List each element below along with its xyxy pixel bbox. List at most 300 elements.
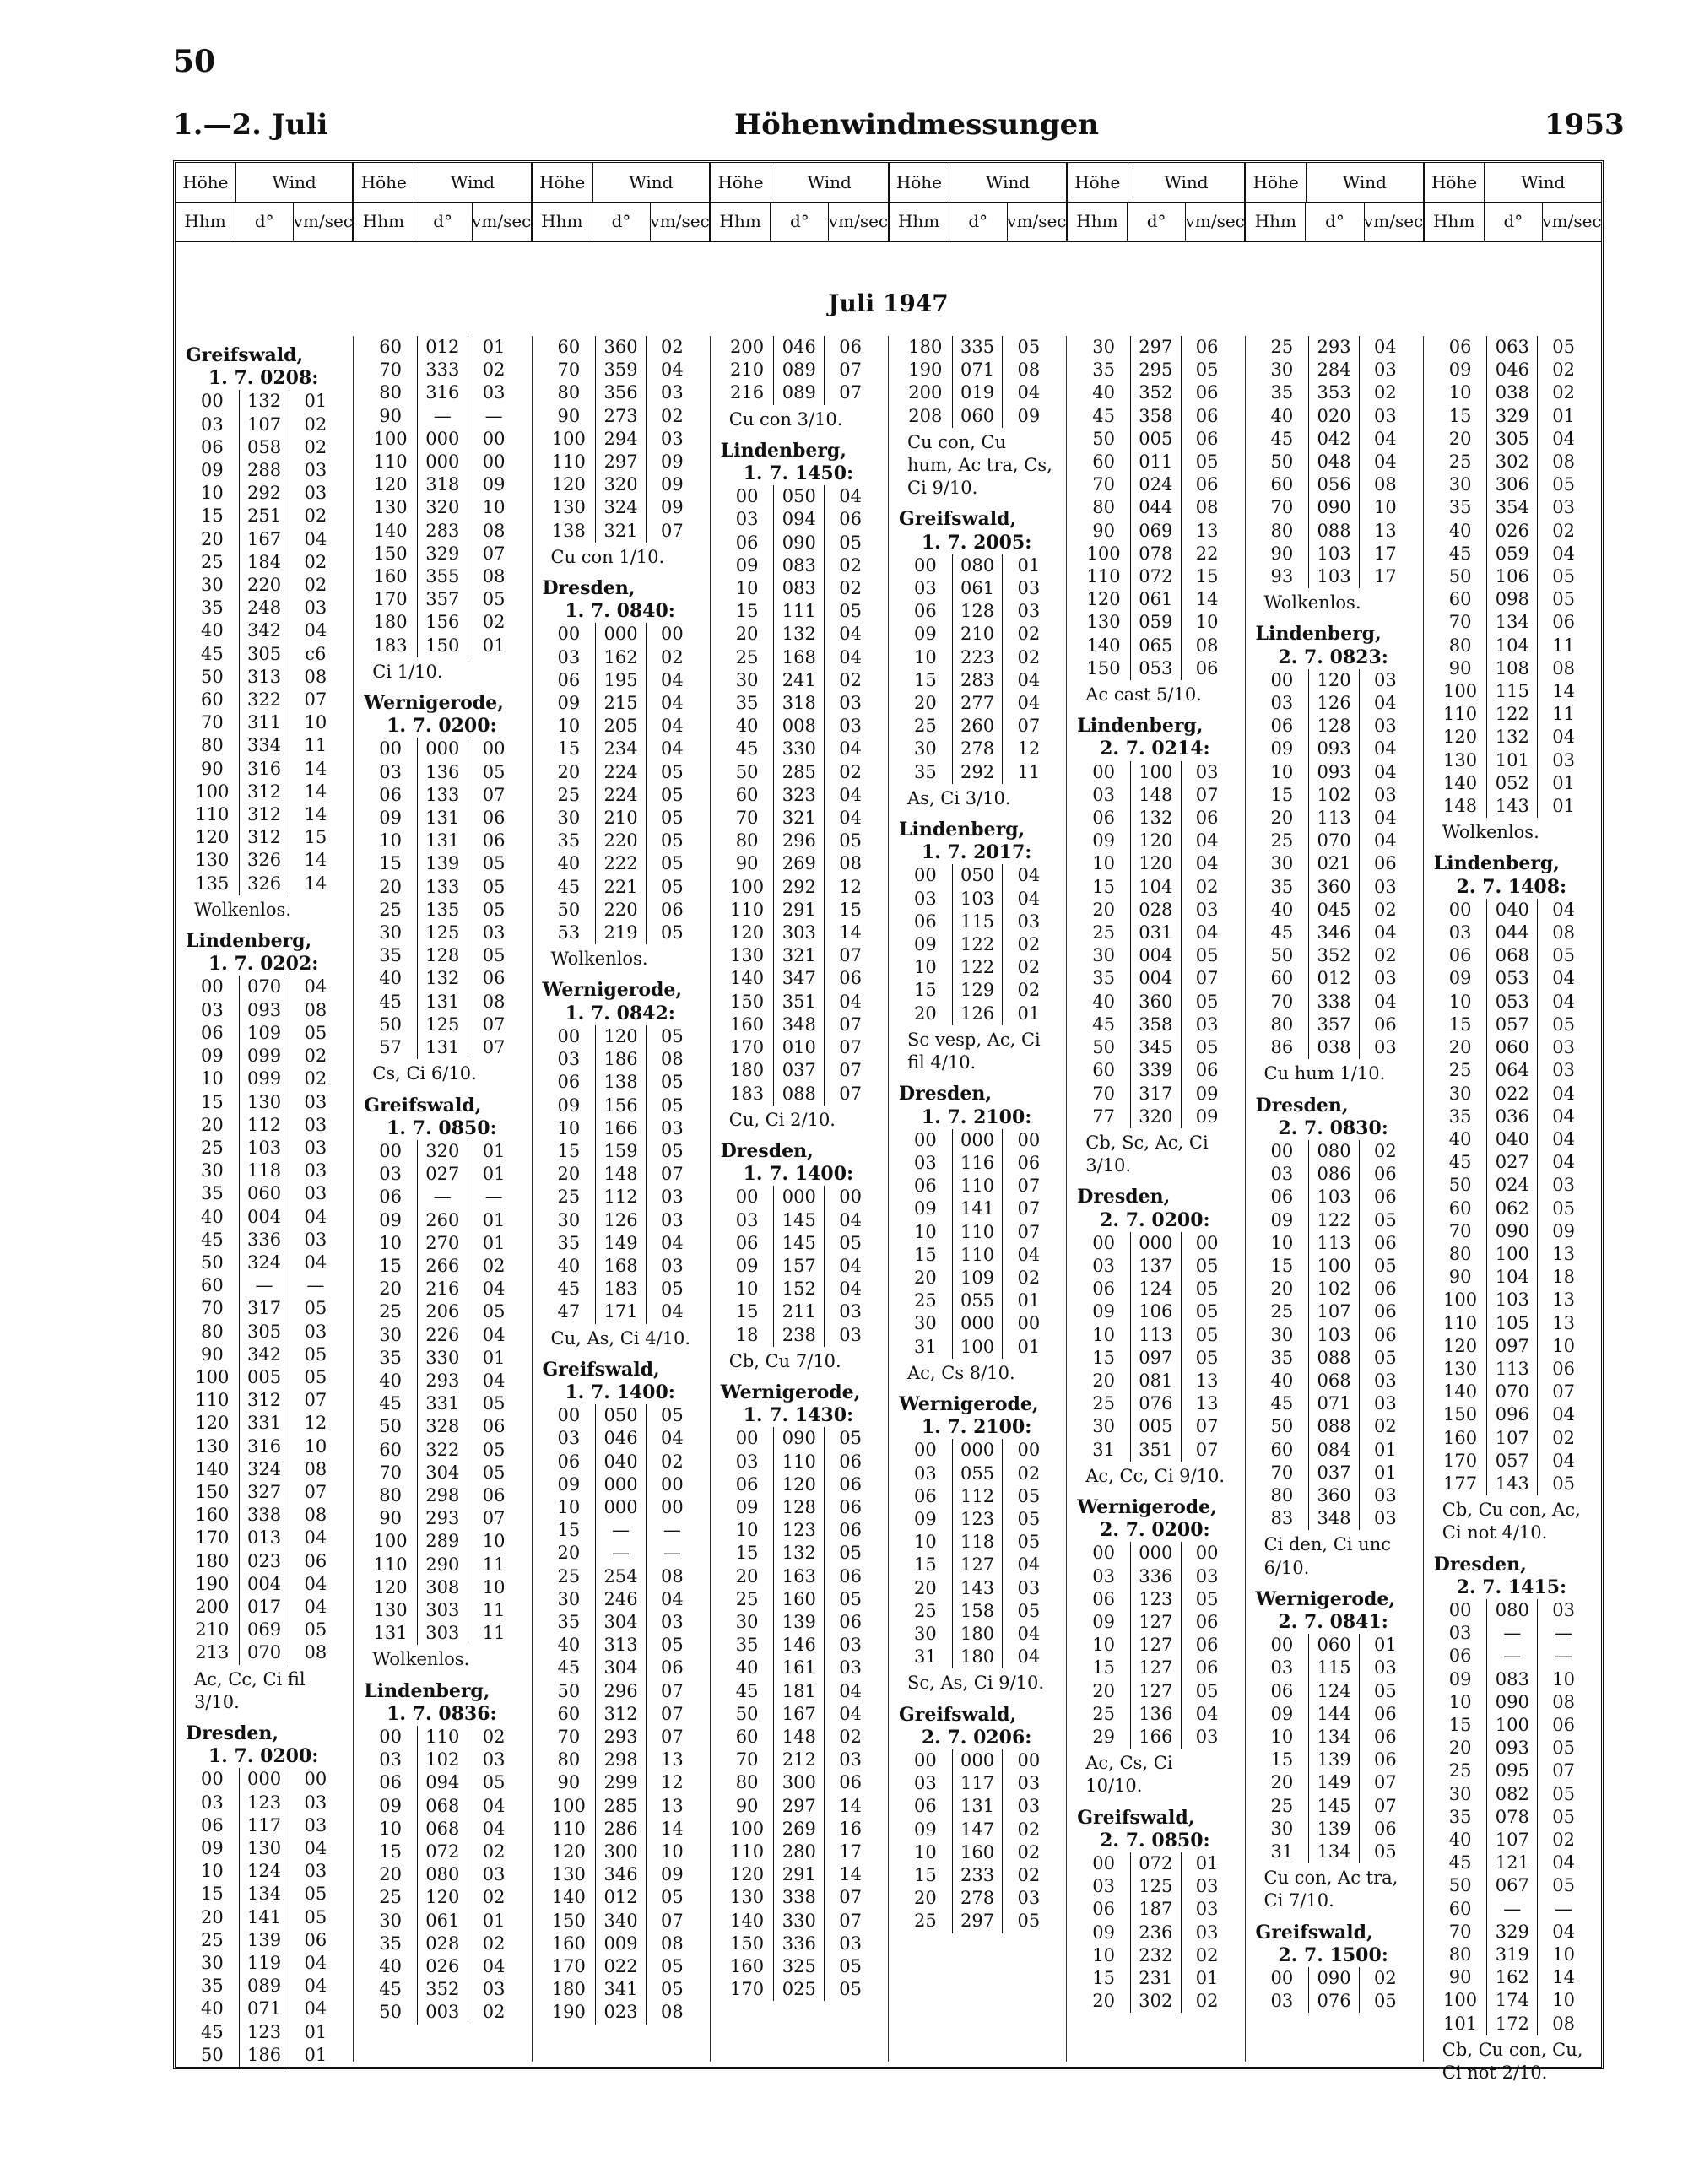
station-heading: Wernigerode, 1. 7. 0200: (364, 692, 504, 738)
cell-d: 056 (1308, 473, 1360, 496)
station-heading: Greifswald, 1. 7. 0850: (364, 1094, 497, 1139)
cell-d: 000 (773, 1186, 825, 1208)
measurement-table (721, 485, 876, 1105)
cell-d: 324 (239, 1458, 290, 1481)
cell-d: 342 (239, 619, 290, 642)
cell-v: 05 (1373, 1841, 1397, 1862)
cell-v: 02 (839, 554, 862, 576)
cell-d: 322 (239, 689, 290, 711)
cell-h: 10 (1448, 1691, 1472, 1712)
cell-d: 110 (417, 1726, 468, 1749)
cell-h: 45 (1448, 1152, 1472, 1173)
cell-d: 025 (773, 1978, 825, 2001)
cell-h: 180 (730, 1060, 765, 1081)
cell-d: 273 (595, 405, 647, 428)
cell-d: 181 (773, 1680, 825, 1703)
cell-h: 15 (735, 1543, 759, 1564)
measurement-table (1434, 899, 1589, 1495)
cell-h: 25 (379, 1301, 402, 1322)
cell-h: 130 (551, 1864, 586, 1885)
cell-v: 06 (1552, 1714, 1575, 1735)
cell-v: 04 (839, 1703, 862, 1724)
cell-h: 00 (1270, 1968, 1294, 1989)
cell-v: 04 (1552, 899, 1575, 920)
cell-h: 200 (730, 337, 765, 357)
cell-d: 045 (1308, 899, 1360, 922)
cell-h: 60 (1448, 1898, 1472, 1919)
cell-h: 210 (195, 1619, 230, 1641)
cell-d: 123 (952, 1508, 1004, 1531)
cell-d: 023 (595, 2001, 647, 2024)
cell-h: 15 (1448, 405, 1472, 426)
cell-d: 083 (1486, 1668, 1538, 1691)
cell-h: 110 (1443, 704, 1478, 725)
cell-d: 098 (1486, 588, 1538, 611)
cell-d: 220 (595, 899, 647, 922)
cell-h: 45 (557, 876, 581, 897)
cell-h: 100 (373, 428, 408, 449)
cell-d: 139 (417, 852, 468, 875)
cell-d: 291 (773, 1863, 825, 1886)
cell-d: 143 (1486, 1473, 1538, 1495)
cell-v: 05 (482, 945, 506, 966)
cell-v: 10 (1552, 1668, 1575, 1689)
cell-v: 06 (1373, 1749, 1397, 1770)
cell-h: 140 (373, 520, 408, 541)
cell-v: 05 (660, 1635, 684, 1656)
cell-h: 10 (1092, 1635, 1115, 1656)
cell-h: 03 (557, 646, 581, 668)
cell-h: 20 (379, 1864, 402, 1885)
cell-v: 03 (660, 1209, 684, 1230)
cell-h: 30 (379, 1910, 402, 1931)
month-heading: Juli 1947 (828, 289, 949, 317)
cell-d: 110 (773, 1451, 825, 1473)
cell-d: 060 (239, 1182, 290, 1205)
cell-h: 00 (1270, 669, 1294, 690)
cell-v: 04 (304, 976, 327, 997)
cell-h: 06 (1448, 1646, 1472, 1667)
cell-v: 02 (839, 1726, 862, 1747)
cell-d: 223 (952, 646, 1004, 669)
cell-v: 01 (482, 1232, 506, 1253)
cell-h: 101 (1443, 2013, 1478, 2034)
cell-v: 03 (1017, 1888, 1041, 1909)
cell-v: 04 (839, 808, 862, 829)
cell-h: 06 (735, 1232, 759, 1253)
cell-d: 210 (952, 623, 1004, 646)
measurement-table (186, 390, 341, 895)
cell-h: 45 (1092, 1014, 1115, 1035)
cell-v: 06 (839, 1451, 862, 1472)
cell-d: 308 (417, 1576, 468, 1599)
cell-h: 06 (379, 1772, 402, 1793)
cell-d: 172 (1486, 2013, 1538, 2035)
cell-h: 25 (379, 899, 402, 920)
cell-d: 128 (952, 600, 1004, 623)
cell-v: 05 (1552, 566, 1575, 587)
header-hoehe: Höhe (354, 163, 414, 202)
column-header (890, 163, 1068, 241)
cell-d: 100 (1308, 1255, 1360, 1278)
cell-v: 04 (482, 1370, 506, 1391)
cell-d: 000 (595, 1496, 647, 1519)
cell-v: 07 (482, 1014, 506, 1035)
cell-d: 038 (1308, 1036, 1360, 1059)
cell-h: 03 (1270, 1991, 1294, 2012)
cell-h: 50 (735, 1703, 759, 1724)
cell-v: 02 (1373, 382, 1397, 403)
cell-v: — (1555, 1646, 1573, 1667)
station-heading: Dresden, 1. 7. 2100: (899, 1083, 1032, 1128)
cell-d: 117 (952, 1772, 1004, 1795)
cell-h: 70 (1092, 1083, 1115, 1104)
cell-h: 40 (200, 620, 224, 641)
cell-h: 03 (1270, 1657, 1294, 1679)
cell-d: 139 (1308, 1818, 1360, 1841)
cell-h: 40 (1092, 382, 1115, 403)
cell-d: 187 (1130, 1898, 1182, 1921)
cell-v: 05 (304, 1298, 327, 1319)
cell-v: 01 (304, 2044, 327, 2065)
cell-h: 20 (1092, 1991, 1115, 2012)
cell-h: 40 (557, 1255, 581, 1276)
cell-h: 25 (913, 1911, 937, 1932)
cell-h: 09 (1270, 1703, 1294, 1724)
cell-h: 130 (730, 945, 765, 966)
cell-v: 16 (839, 1818, 862, 1839)
cell-h: 06 (1092, 1588, 1115, 1609)
cell-v: 04 (1195, 1703, 1219, 1724)
cell-h: 03 (1092, 1876, 1115, 1897)
cell-v: 01 (1552, 772, 1575, 793)
cell-h: 10 (1092, 1324, 1115, 1345)
cell-d: 312 (239, 1389, 290, 1412)
header-wind: Wind (450, 171, 495, 192)
cell-d: 132 (1486, 726, 1538, 749)
cell-d: 127 (1130, 1611, 1182, 1634)
cell-v: 10 (482, 497, 506, 518)
cell-h: 06 (913, 1485, 937, 1506)
cell-d: 171 (595, 1300, 647, 1323)
cell-v: 04 (304, 620, 327, 641)
cell-h: 120 (195, 1413, 230, 1434)
cell-v: 17 (1373, 566, 1397, 587)
cell-h: 00 (1448, 1599, 1472, 1620)
cell-v: 04 (839, 1255, 862, 1276)
cell-v: 14 (304, 781, 327, 802)
cell-h: 15 (1270, 784, 1294, 805)
cell-d: 088 (773, 1083, 825, 1106)
cell-d: 331 (239, 1412, 290, 1435)
cell-h: 80 (557, 1749, 581, 1770)
cell-d: 110 (952, 1221, 1004, 1244)
cell-d: 055 (952, 1462, 1004, 1485)
cell-v: 05 (1552, 1473, 1575, 1494)
cell-v: 01 (1017, 1290, 1041, 1311)
cell-h: 20 (735, 1565, 759, 1587)
cell-d: 005 (1130, 428, 1182, 451)
cell-d: — (1486, 1645, 1538, 1668)
cell-v: 03 (1195, 899, 1219, 920)
cell-v: 04 (1552, 991, 1575, 1012)
cell-d: 037 (1308, 1462, 1360, 1484)
header-wind: Wind (1521, 171, 1566, 192)
cell-h: 210 (730, 359, 765, 381)
cell-v: 01 (1552, 405, 1575, 426)
cell-h: 90 (1092, 520, 1115, 541)
measurement-table (1434, 336, 1589, 818)
cell-d: 053 (1486, 967, 1538, 990)
cell-d: 117 (239, 1814, 290, 1837)
cell-d: — (417, 405, 468, 428)
station-heading: Greifswald, 2. 7. 1500: (1255, 1921, 1388, 1966)
cell-d: 148 (1130, 784, 1182, 807)
cell-v: 14 (304, 850, 327, 871)
cell-v: 03 (1195, 1726, 1219, 1747)
cell-d: 120 (1308, 669, 1360, 692)
cell-v: 03 (304, 1160, 327, 1181)
cell-v: 01 (482, 1209, 506, 1230)
header-d: d ° (950, 203, 1008, 241)
cell-h: 00 (913, 554, 937, 576)
cell-v: 02 (1017, 1819, 1041, 1840)
cell-d: 293 (595, 1726, 647, 1749)
cell-v: 03 (1552, 1175, 1575, 1196)
cell-h: 35 (1448, 1106, 1472, 1127)
cell-v: 06 (839, 509, 862, 530)
cell-v: 00 (660, 624, 684, 645)
cell-d: 012 (1308, 967, 1360, 990)
cell-d: 232 (1130, 1944, 1182, 1967)
cell-d: 107 (1308, 1300, 1360, 1323)
cell-h: 09 (735, 1496, 759, 1517)
cell-v: 05 (1552, 945, 1575, 966)
cell-h: 09 (1448, 359, 1472, 381)
cell-v: 01 (1017, 1003, 1041, 1024)
cell-d: 284 (1308, 359, 1360, 381)
cell-h: 120 (1086, 589, 1121, 610)
cell-d: 090 (773, 1427, 825, 1450)
cell-v: 06 (1195, 808, 1219, 829)
cell-v: 02 (1017, 1462, 1041, 1484)
cell-d: 072 (417, 1841, 468, 1863)
cell-v: 09 (1195, 1106, 1219, 1127)
cell-v: 07 (1373, 1772, 1397, 1793)
cell-d: 251 (239, 505, 290, 527)
measurement-table (721, 1427, 876, 2001)
cell-h: 15 (379, 1841, 402, 1862)
cell-d: 004 (1130, 967, 1182, 990)
cell-h: 20 (913, 1003, 937, 1024)
cell-h: 31 (1092, 1439, 1115, 1460)
cell-d: 131 (417, 830, 468, 852)
cell-v: 05 (839, 1979, 862, 2000)
cell-d: 113 (1486, 1358, 1538, 1381)
cell-d: 320 (417, 1140, 468, 1163)
cell-v: 09 (1017, 405, 1041, 426)
cell-d: 046 (595, 1427, 647, 1450)
cell-h: 150 (195, 1481, 230, 1502)
cell-h: 50 (379, 1416, 402, 1437)
cell-h: 00 (913, 1440, 937, 1461)
cell-v: 05 (1195, 1588, 1219, 1609)
cloud-note: Cb, Cu 7/10. (728, 1350, 841, 1371)
cell-d: 145 (773, 1232, 825, 1255)
cell-h: 80 (557, 382, 581, 403)
cell-v: 17 (1373, 543, 1397, 564)
cell-v: 04 (304, 1976, 327, 1997)
cell-v: 04 (1552, 727, 1575, 748)
cell-h: 00 (1092, 1853, 1115, 1873)
column-header (711, 163, 889, 241)
cell-h: 15 (557, 1140, 581, 1161)
header-h: H hm (890, 203, 950, 241)
cell-d: 107 (239, 414, 290, 436)
cell-v: 03 (304, 1814, 327, 1835)
cell-h: 06 (1092, 1279, 1115, 1300)
cell-v: 03 (1552, 1037, 1575, 1058)
cell-h: 09 (557, 693, 581, 714)
cell-v: 04 (1373, 337, 1397, 357)
cell-v: 11 (482, 1599, 506, 1620)
cell-d: 336 (239, 1229, 290, 1251)
cell-d: 094 (417, 1771, 468, 1794)
cell-d: 102 (1308, 784, 1360, 807)
cell-h: 15 (1270, 1749, 1294, 1770)
cell-h: 00 (379, 1726, 402, 1747)
cell-v: 07 (839, 1887, 862, 1908)
cell-h: 30 (557, 1209, 581, 1230)
cell-d: 093 (1308, 738, 1360, 760)
cell-v: 06 (1373, 1014, 1397, 1035)
cloud-note: Ac, Cc, Ci fil 3/10. (194, 1668, 306, 1712)
cell-v: 01 (1195, 1853, 1219, 1873)
cell-h: 80 (200, 735, 224, 756)
header-d: d ° (414, 203, 473, 241)
cell-v: 01 (304, 391, 327, 412)
cell-v: 05 (482, 761, 506, 782)
cell-v: 07 (304, 689, 327, 711)
station-heading: Lindenberg, 2. 7. 1408: (1433, 852, 1567, 898)
cell-d: 123 (239, 1792, 290, 1814)
cell-h: 15 (1270, 1255, 1294, 1276)
cell-d: 060 (1486, 1036, 1538, 1059)
cell-d: 081 (1130, 1370, 1182, 1392)
cell-d: 104 (1130, 876, 1182, 899)
cell-v: 12 (1017, 738, 1041, 760)
cell-d: 090 (1486, 1220, 1538, 1243)
cell-v: 01 (1373, 1462, 1397, 1483)
cell-h: 30 (1270, 1324, 1294, 1345)
cell-d: 113 (1308, 807, 1360, 830)
cell-h: 25 (557, 784, 581, 805)
header-hoehe: Höhe (1246, 163, 1307, 202)
cloud-note: Cu con, Cu hum, Ac tra, Cs, Ci 9/10. (907, 431, 1052, 499)
cell-d: 080 (952, 554, 1004, 577)
cell-v: 03 (1552, 749, 1575, 770)
cell-h: 200 (195, 1596, 230, 1617)
cell-d: 280 (773, 1841, 825, 1863)
measurement-table (1256, 1967, 1411, 2013)
cell-h: 160 (1443, 1427, 1478, 1448)
cell-v: 03 (839, 1749, 862, 1770)
cell-h: 20 (1270, 808, 1294, 829)
cell-h: 35 (1092, 968, 1115, 989)
cell-v: 02 (482, 1933, 506, 1954)
cell-h: 09 (1092, 830, 1115, 851)
cell-h: 60 (557, 1703, 581, 1724)
cell-d: 224 (595, 761, 647, 784)
cell-v: 02 (1017, 1865, 1041, 1885)
cell-d: 131 (952, 1795, 1004, 1818)
cell-h: 50 (1270, 1416, 1294, 1437)
cell-d: 103 (239, 1137, 290, 1160)
cell-d: 021 (1308, 852, 1360, 875)
cell-v: 01 (482, 1164, 506, 1185)
cell-d: 011 (1130, 451, 1182, 473)
cell-v: 03 (1195, 1565, 1219, 1587)
cell-h: 00 (200, 1769, 224, 1790)
cell-v: 03 (1373, 1037, 1397, 1058)
cell-h: 110 (195, 804, 230, 825)
cell-v: 02 (304, 551, 327, 572)
cell-d: 064 (1486, 1059, 1538, 1082)
cell-d: 126 (952, 1003, 1004, 1025)
data-column (354, 336, 532, 2062)
header-hoehe: Höhe (711, 163, 771, 202)
cell-v: 03 (1373, 669, 1397, 690)
cell-d: 071 (1308, 1392, 1360, 1415)
cell-v: 03 (304, 1321, 327, 1342)
cell-h: 31 (913, 1646, 937, 1668)
measurement-table (1077, 1542, 1232, 1749)
cell-h: 170 (730, 1037, 765, 1058)
cell-d: 327 (239, 1481, 290, 1504)
cell-h: 00 (557, 1405, 581, 1426)
cell-h: 20 (200, 1114, 224, 1135)
measurement-table (364, 1726, 519, 2025)
cell-h: 50 (1448, 1875, 1472, 1896)
cell-v: 03 (304, 1183, 327, 1204)
column-header (1068, 163, 1246, 241)
cell-v: 03 (304, 483, 327, 504)
cell-v: 08 (1195, 635, 1219, 656)
measurement-table (186, 976, 341, 1664)
cell-v: 06 (482, 830, 506, 851)
cell-d: 052 (1486, 772, 1538, 795)
cell-d: 028 (1130, 899, 1182, 922)
cell-v: 04 (1017, 382, 1041, 403)
cell-h: 90 (1448, 1967, 1472, 1988)
cell-d: 044 (1130, 496, 1182, 519)
cell-h: 60 (1270, 474, 1294, 495)
cell-d: 299 (595, 1771, 647, 1794)
cell-d: 053 (1130, 657, 1182, 680)
cell-h: 10 (557, 1117, 581, 1138)
cell-h: 60 (735, 1726, 759, 1747)
cell-d: 071 (952, 359, 1004, 381)
cell-v: 04 (304, 1573, 327, 1594)
cell-v: 01 (1017, 554, 1041, 576)
cell-d: 090 (1308, 1967, 1360, 1990)
cell-d: 305 (239, 643, 290, 666)
cell-v: 03 (1373, 1393, 1397, 1414)
cell-d: 139 (239, 1929, 290, 1952)
cell-h: 25 (913, 716, 937, 737)
cell-d: 106 (1130, 1300, 1182, 1323)
cell-v: 04 (1373, 693, 1397, 714)
